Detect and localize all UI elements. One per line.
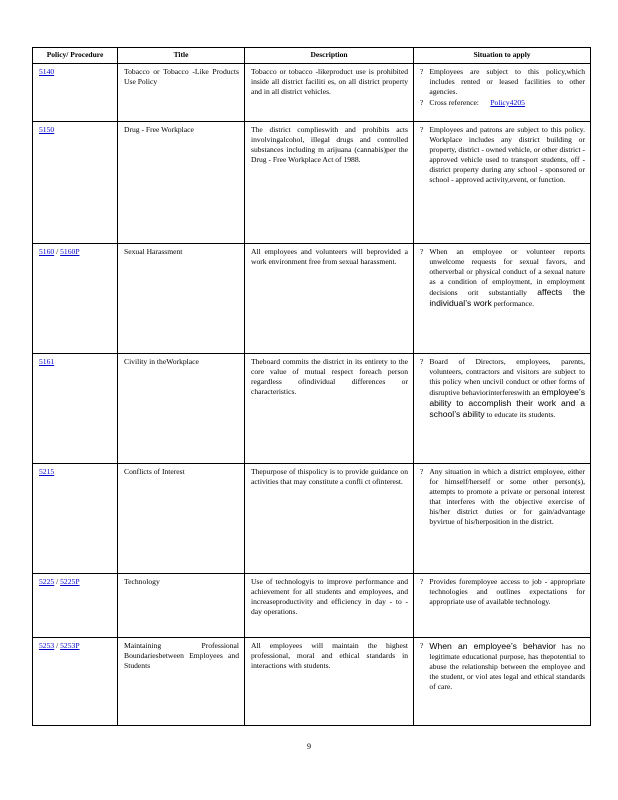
description-cell: Use of technologyis to improve performance and achievement for all students and employees, and increaseproductivity and efficiency in day - to - day operations. — [245, 573, 414, 637]
description-cell: Thepurpose of thispolicy is to provide guidance on activities that may constitute a confli ct ofinterest. — [245, 463, 414, 573]
table-row — [33, 121, 591, 243]
description-cell: Tobacco or tobacco -likeproduct use is prohibited inside all district faciliti es, on all district property and in all district vehicles. — [245, 63, 414, 121]
policy-cell — [33, 243, 118, 353]
situation-cell — [414, 637, 591, 725]
policy-table — [32, 47, 591, 726]
policy-cell — [33, 353, 118, 463]
bullet-icon: ? — [420, 466, 424, 476]
bullet-item — [420, 247, 585, 309]
situation-text: Board of Directors, employees, parents, volunteers, contractors and visitors are subject to this policy when uncivil conduct or other forms of disruptive behaviorinterfereswith an — [429, 356, 585, 397]
policy-cell — [33, 121, 118, 243]
situation-end: performance. — [493, 298, 534, 308]
cross-reference-link[interactable]: Policy4205 — [490, 97, 525, 107]
title-cell: Sexual Harassment — [118, 243, 245, 353]
procedure-link[interactable]: 5160P — [60, 246, 80, 256]
title-cell: Maintaining Professional Boundariesbetween Employees and Students — [118, 637, 245, 725]
policy-cell — [33, 637, 118, 725]
bullet-item — [420, 577, 585, 607]
title-cell: Conflicts of Interest — [118, 463, 245, 573]
bullet-icon: ? — [420, 124, 424, 134]
table-row — [33, 243, 591, 353]
title-cell: Drug - Free Workplace — [118, 121, 245, 243]
situation-text: Employees and patrons are subject to this policy. Workplace includes any district building or property, district - owned vehicle, or other district - approved vehicle used to transport students, off - district property during any school - sponsored or school - approved activity,event, or function. — [429, 124, 585, 184]
table-row — [33, 353, 591, 463]
procedure-link[interactable]: 5253P — [60, 640, 80, 650]
table-row — [33, 637, 591, 725]
title-cell: Civility in theWorkplace — [118, 353, 245, 463]
table-header-row — [33, 48, 591, 64]
situation-emphasis: affects the individual’s work — [429, 286, 585, 308]
situation-cell — [414, 573, 591, 637]
situation-end: to educate its students. — [486, 409, 556, 419]
policy-link[interactable]: 5160 — [39, 246, 55, 256]
situation-cell — [414, 243, 591, 353]
situation-text: Provides foremployee access to job - appropriate technologies and outlines expectations for appropriate use of available technology. — [429, 576, 585, 606]
policy-link[interactable]: 5150 — [39, 124, 55, 134]
header-policy: Policy/ Procedure — [33, 48, 118, 64]
situation-text: When an employee or volunteer reports unwelcome requests for sexual favors, and otherverbal or physical conduct of a sexual nature as a condition of employment, in employment decisions orit substantially — [429, 246, 585, 297]
situation-cell — [414, 463, 591, 573]
header-situation: Situation to apply — [414, 48, 591, 64]
bullet-icon: ? — [420, 640, 424, 650]
bullet-item — [420, 67, 585, 97]
header-description: Description — [245, 48, 414, 64]
policy-link[interactable]: 5215 — [39, 466, 55, 476]
description-cell: The district complieswith and prohibits acts involvingalcohol, illegal drugs and controlled substances including m arijuana (cannabis)per the Drug - Free Workplace Act of 1988. — [245, 121, 414, 243]
title-cell: Tobacco or Tobacco -Like Products Use Policy — [118, 63, 245, 121]
bullet-icon: ? — [420, 356, 424, 366]
bullet-item — [420, 641, 585, 692]
bullet-icon: ? — [420, 97, 424, 107]
situation-cell — [414, 63, 591, 121]
situation-text: Employees are subject to this policy,which includes rented or leased facilities to other agencies. — [429, 66, 585, 96]
situation-text: Any situation in which a district employee, either for himself/herself or some other person(s), attempts to promote a private or personal interest that interferes with the objective exercise of his/her district duties or for gain/advantage byvirtue of his/herposition in the district. — [429, 466, 585, 526]
header-title: Title — [118, 48, 245, 64]
policy-link[interactable]: 5161 — [39, 356, 55, 366]
situation-end: has no legitimate educational purpose, has thepotential to abuse the relationship between the employee and the student, or viol ates legal and ethical standards of care. — [429, 641, 585, 691]
table-row — [33, 463, 591, 573]
description-cell: Theboard commits the district in its entirety to the core value of mutual respect foreach person regardless ofindividual differences or characteristics. — [245, 353, 414, 463]
bullet-item — [420, 357, 585, 420]
situation-cell — [414, 121, 591, 243]
cross-reference-label: Cross reference: — [429, 97, 479, 107]
description-cell: All employees will maintain the highest professional, moral and ethical standards in interactions with students. — [245, 637, 414, 725]
policy-link[interactable]: 5140 — [39, 66, 55, 76]
bullet-item — [420, 125, 585, 185]
policy-cell — [33, 573, 118, 637]
bullet-icon: ? — [420, 66, 424, 76]
bullet-icon: ? — [420, 246, 424, 256]
policy-cell — [33, 463, 118, 573]
policy-link[interactable]: 5253 — [39, 640, 55, 650]
table-row — [33, 63, 591, 121]
link-separator: / — [56, 246, 59, 256]
situation-emphasis: employee’s ability to accomplish their work and a school’s ability — [429, 386, 585, 419]
bullet-item — [420, 98, 585, 108]
policy-link[interactable]: 5225 — [39, 576, 55, 586]
bullet-item — [420, 467, 585, 527]
link-separator: / — [56, 640, 59, 650]
procedure-link[interactable]: 5225P — [60, 576, 80, 586]
link-separator: / — [56, 576, 59, 586]
bullet-icon: ? — [420, 576, 424, 586]
situation-emphasis: When an employee’s behavior — [429, 640, 557, 651]
description-cell: All employees and volunteers will beprovided a work environment free from sexual harassment. — [245, 243, 414, 353]
policy-cell — [33, 63, 118, 121]
table-row — [33, 573, 591, 637]
page-number: 9 — [307, 742, 311, 751]
situation-cell — [414, 353, 591, 463]
title-cell: Technology — [118, 573, 245, 637]
